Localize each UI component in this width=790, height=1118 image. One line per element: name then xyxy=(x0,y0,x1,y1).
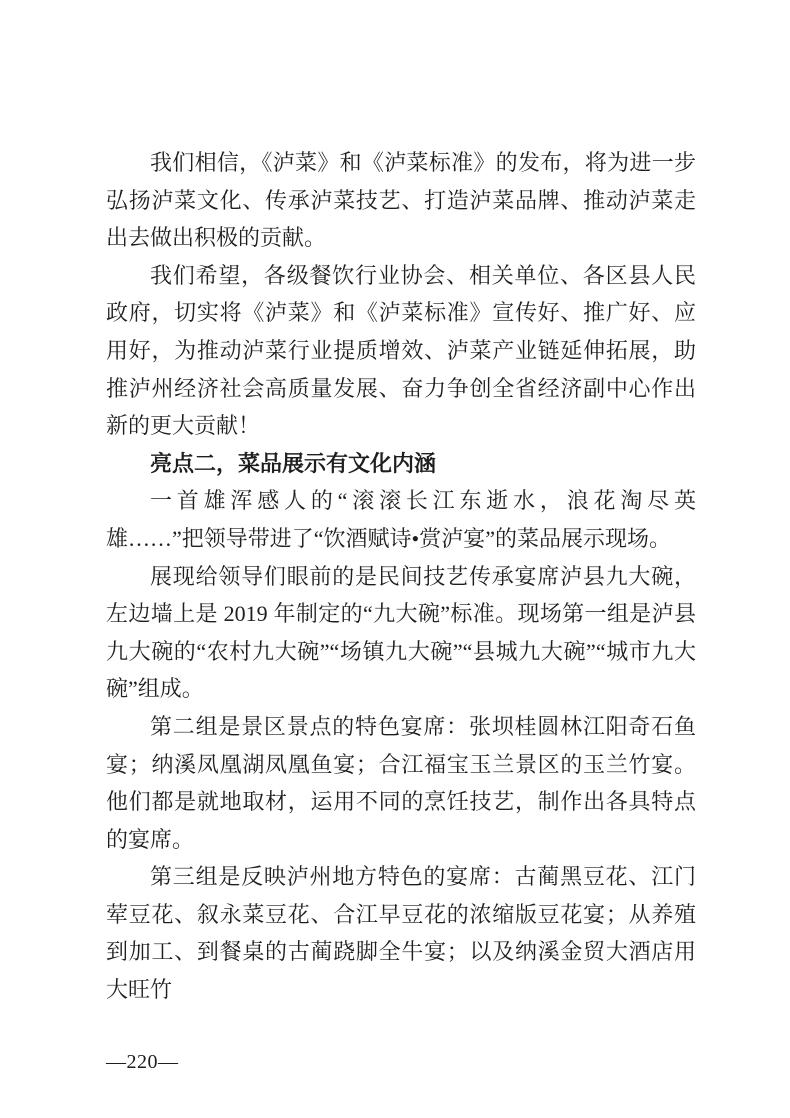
paragraph-song-intro: 一首雄浑感人的“滚滚长江东逝水，浪花淘尽英雄……”把领导带进了“饮酒赋诗•赏泸宴”的菜品展示现场。 xyxy=(106,488,696,551)
paragraph-second-group-scenic-banquets: 第二组是景区景点的特色宴席：张坝桂圆林江阳奇石鱼宴；纳溪凤凰湖凤凰鱼宴；合江福宝玉兰景区的玉兰竹宴。他们都是就地取材，运用不同的烹饪技艺，制作出各具特点的宴席。 xyxy=(106,713,696,852)
paragraph-third-group-local-banquets: 第三组是反映泸州地方特色的宴席：古蔺黑豆花、江门荤豆花、叙永菜豆花、合江早豆花的浓缩版豆花宴；从养殖到加工、到餐桌的古蔺跷脚全牛宴；以及纳溪金贸大酒店用大旺竹 xyxy=(106,864,696,1003)
page-number: —220— xyxy=(106,1051,179,1073)
section-heading-highlight-two: 亮点二，菜品展示有文化内涵 xyxy=(150,450,437,476)
paragraph-we-believe: 我们相信，《泸菜》和《泸菜标准》的发布，将为进一步弘扬泸菜文化、传承泸菜技艺、打造泸菜品牌、推动泸菜走出去做出积极的贡献。 xyxy=(106,150,696,251)
paragraph-first-group-nine-bowls: 展现给领导们眼前的是民间技艺传承宴席泸县九大碗，左边墙上是 2019 年制定的“九大碗”标准。现场第一组是泸县九大碗的“农村九大碗”“场镇九大碗”“县城九大碗”“城市九大碗”组成。 xyxy=(106,563,696,702)
document-body xyxy=(106,144,696,1009)
paragraph-we-hope: 我们希望，各级餐饮行业协会、相关单位、各区县人民政府，切实将《泸菜》和《泸菜标准》宣传好、推广好、应用好，为推动泸菜行业提质增效、泸菜产业链延伸拓展，助推泸州经济社会高质量发展、奋力争创全省经济副中心作出新的更大贡献！ xyxy=(106,262,696,439)
